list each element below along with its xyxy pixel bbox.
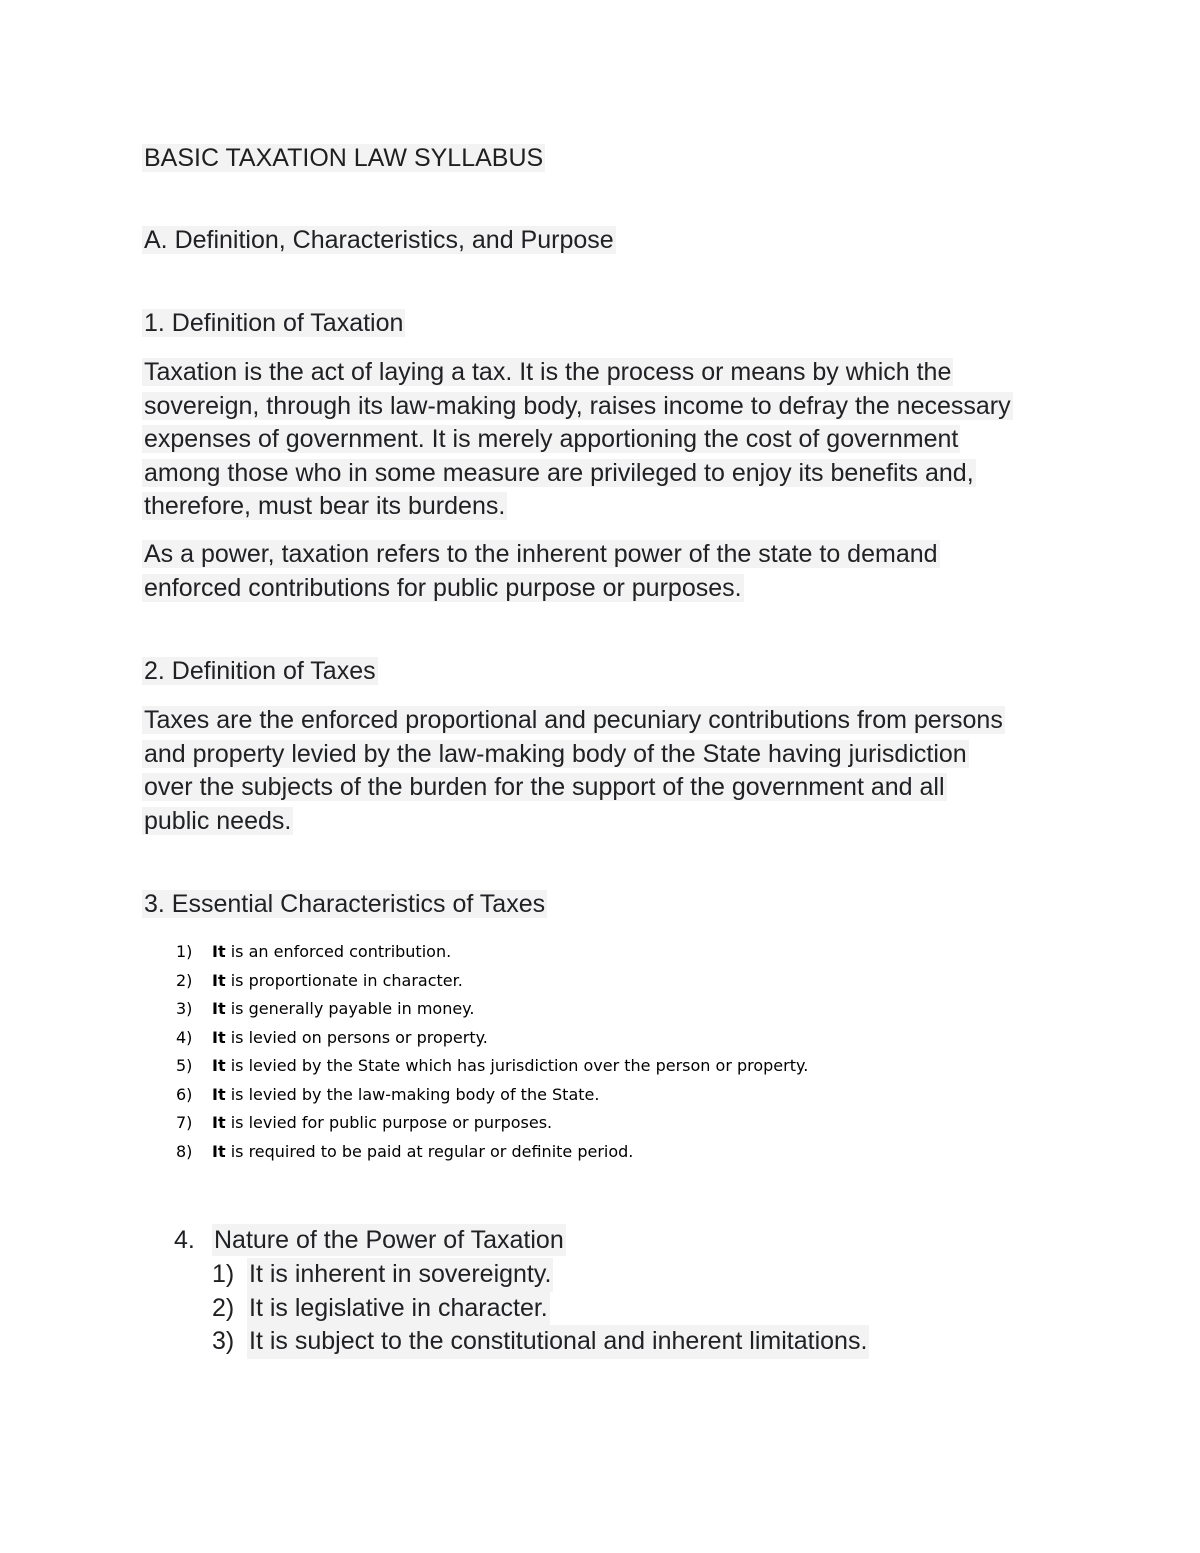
heading-number: 4. xyxy=(174,1226,195,1254)
list-item-lead: It xyxy=(212,1141,226,1161)
list-item-number: 3) xyxy=(176,999,193,1018)
paragraph-line: public needs. xyxy=(144,806,292,835)
list-item-number: 3) xyxy=(212,1327,235,1355)
list-item-lead: It xyxy=(212,1027,226,1047)
list-item xyxy=(176,938,808,967)
section-heading-a xyxy=(142,224,616,256)
paragraph-line: over the subjects of the burden for the support of the government and all xyxy=(144,773,945,802)
list-item-text: It is legislative in character. xyxy=(247,1292,550,1326)
paragraph-taxation-definition xyxy=(142,356,1072,524)
heading-essential-characteristics xyxy=(142,888,547,920)
list-item-text: is generally payable in money. xyxy=(225,999,475,1018)
list-item-text: It is subject to the constitutional and inherent limitations. xyxy=(247,1325,869,1359)
list-item xyxy=(176,967,808,996)
list-item-lead: It xyxy=(212,1113,226,1132)
paragraph-line: therefore, must bear its burdens. xyxy=(144,492,506,521)
list-item-text: is levied by the State which has jurisdiction over the person or property. xyxy=(225,1056,809,1075)
heading-definition-of-taxation-text: 1. Definition of Taxation xyxy=(144,309,404,337)
list-item-lead: It xyxy=(212,999,226,1018)
list-item-number: 1) xyxy=(212,1260,235,1288)
paragraph-line: among those who in some measure are privileged to enjoy its benefits and, xyxy=(144,458,974,487)
list-item-number: 4) xyxy=(176,1027,193,1047)
heading-definition-of-taxes-text: 2. Definition of Taxes xyxy=(144,657,376,685)
section-heading-a-text: A. Definition, Characteristics, and Purpose xyxy=(144,226,614,254)
list-item-text: is levied for public purpose or purposes. xyxy=(225,1113,553,1132)
list-item-text: is levied by the law-making body of the State. xyxy=(225,1084,600,1104)
list-item-lead: It xyxy=(212,942,226,961)
list-item-number: 6) xyxy=(176,1084,193,1104)
list-item-text: is proportionate in character. xyxy=(225,970,463,990)
list-item-lead: It xyxy=(212,970,226,990)
heading-nature-of-power xyxy=(174,1224,566,1256)
nature-list xyxy=(212,1258,869,1359)
list-item-lead: It xyxy=(212,1056,226,1075)
paragraph-line: Taxes are the enforced proportional and pecuniary contributions from persons xyxy=(144,706,1003,734)
heading-definition-of-taxation xyxy=(142,307,405,339)
paragraph-line: enforced contributions for public purpose or purposes. xyxy=(144,573,742,602)
list-item-text: is required to be paid at regular or definite period. xyxy=(225,1141,634,1161)
list-item xyxy=(176,995,808,1024)
document-title xyxy=(142,142,545,174)
paragraph-line: As a power, taxation refers to the inherent power of the state to demand xyxy=(144,540,938,568)
list-item-text: is an enforced contribution. xyxy=(225,942,452,961)
list-item xyxy=(176,1052,808,1081)
list-item-number: 2) xyxy=(176,970,193,990)
list-item-text: It is inherent in sovereignty. xyxy=(247,1258,553,1292)
paragraph-taxation-power xyxy=(142,538,1072,605)
list-item xyxy=(176,1109,808,1138)
list-item xyxy=(212,1258,869,1292)
document-title-text: BASIC TAXATION LAW SYLLABUS xyxy=(144,144,544,172)
list-item xyxy=(176,1024,808,1053)
list-item xyxy=(212,1325,869,1359)
list-item-lead: It xyxy=(212,1084,226,1104)
heading-nature-of-power-text: Nature of the Power of Taxation xyxy=(214,1226,564,1254)
paragraph-taxes-definition xyxy=(142,704,1072,838)
paragraph-line: Taxation is the act of laying a tax. It is the process or means by which the xyxy=(144,358,952,386)
heading-essential-characteristics-text: 3. Essential Characteristics of Taxes xyxy=(144,890,546,918)
list-item-text: is levied on persons or property. xyxy=(225,1027,488,1047)
list-item xyxy=(212,1292,869,1326)
characteristics-list xyxy=(176,938,808,1166)
list-item-number: 8) xyxy=(176,1141,193,1161)
paragraph-line: expenses of government. It is merely apportioning the cost of government xyxy=(144,425,959,454)
heading-definition-of-taxes xyxy=(142,655,378,687)
list-item-number: 7) xyxy=(176,1113,193,1132)
list-item xyxy=(176,1138,808,1167)
list-item xyxy=(176,1081,808,1110)
list-item-number: 5) xyxy=(176,1056,193,1075)
list-item-number: 2) xyxy=(212,1293,235,1322)
paragraph-line: sovereign, through its law-making body, raises income to defray the necessary xyxy=(144,391,1011,420)
paragraph-line: and property levied by the law-making body of the State having jurisdiction xyxy=(144,739,967,768)
list-item-number: 1) xyxy=(176,942,193,961)
